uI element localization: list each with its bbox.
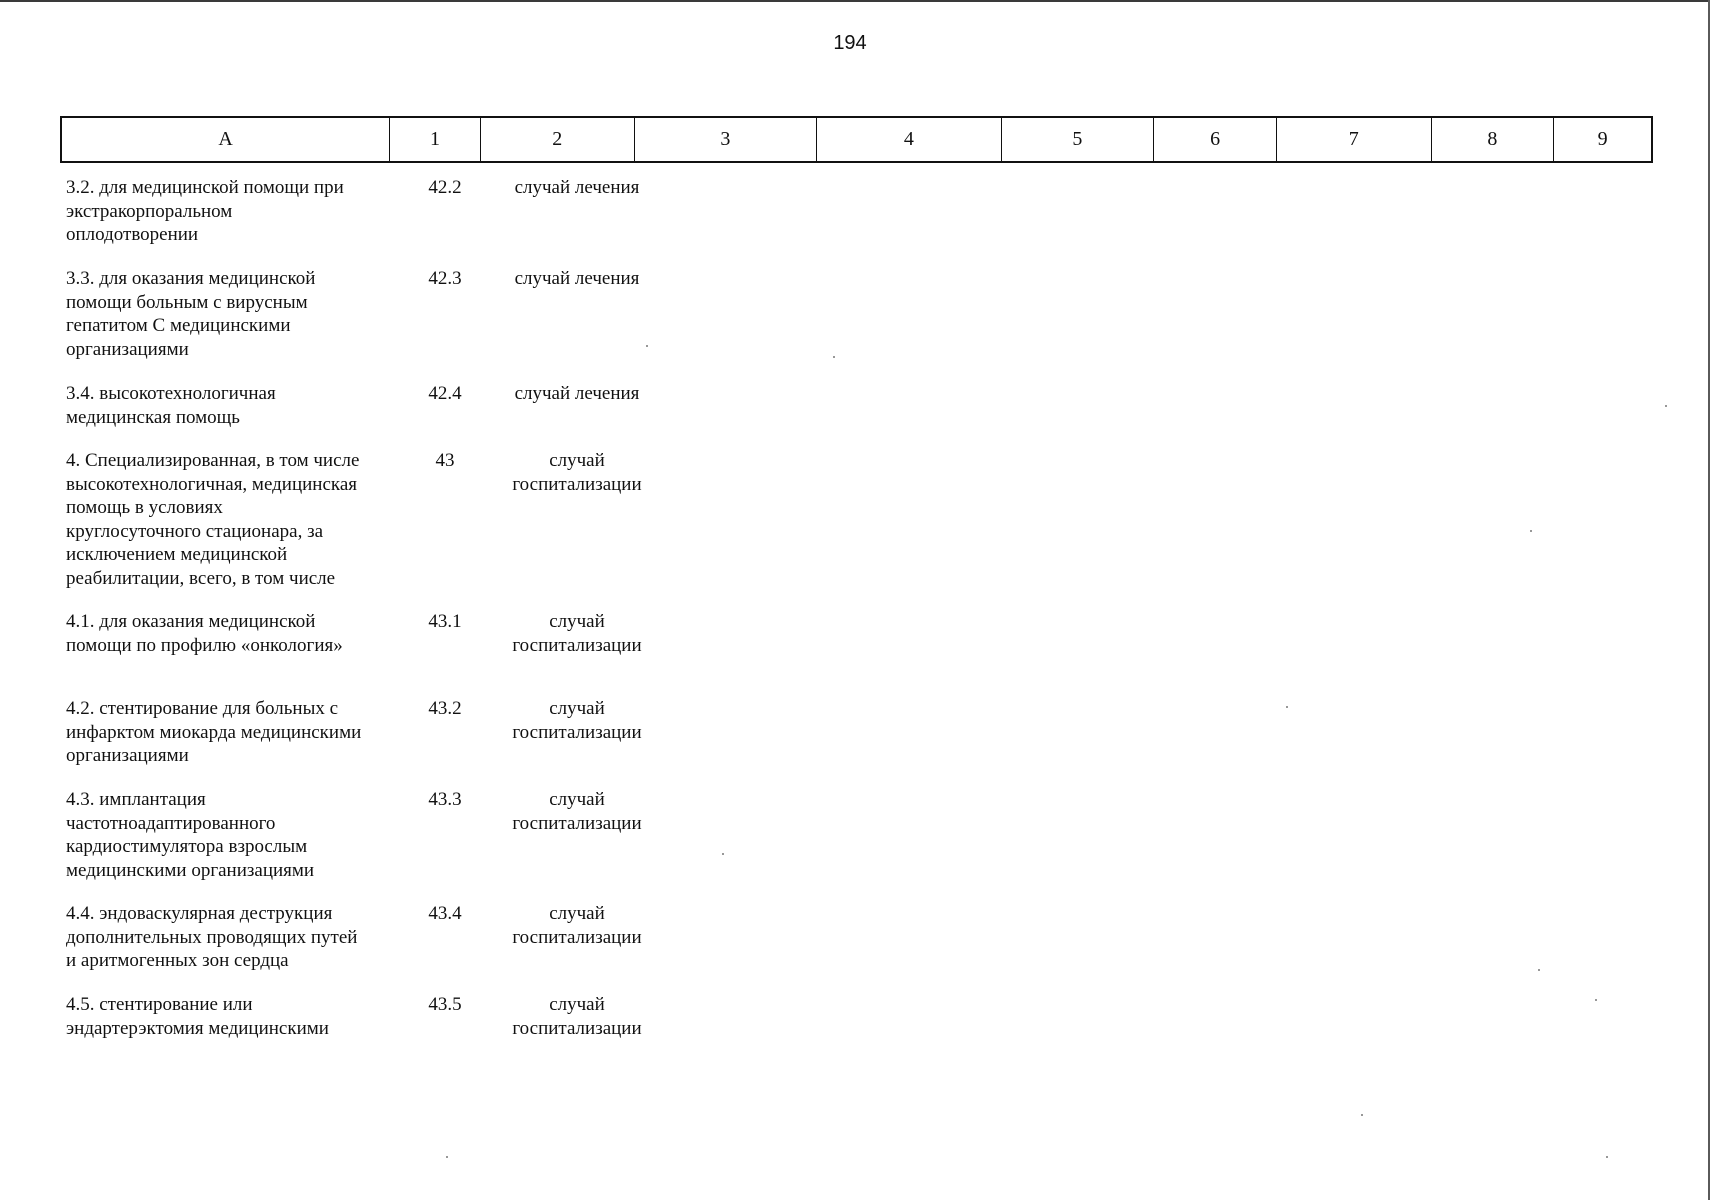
row-description: 4.2. стентирование для больных с инфарктом миокарда медицинскими организациями [66, 698, 362, 766]
row-description: 4.3. имплантация частотноадаптированного кардиостимулятора взрослым медицинскими организациями [66, 789, 315, 881]
row-code: 43.1 [428, 611, 462, 632]
row-description: 4.5. стентирование или эндартерэктомия медицинскими [66, 994, 329, 1039]
header-cell-5: 5 [1002, 118, 1155, 161]
row-unit: случай госпитализации [512, 903, 642, 948]
row-description: 3.2. для медицинской помощи при экстракорпоральном оплодотворении [66, 177, 344, 245]
header-cell-1: 1 [390, 118, 481, 161]
row-description: 3.3. для оказания медицинской помощи больным с вирусным гепатитом С медицинскими организациями [66, 268, 316, 360]
scan-speck [833, 356, 835, 358]
row-unit: случай лечения [514, 268, 640, 289]
row-code: 42.4 [428, 383, 462, 404]
scan-edge-top [0, 0, 1710, 2]
row-unit: случай госпитализации [512, 789, 642, 834]
scan-speck [722, 853, 724, 855]
page-number: 194 [833, 32, 867, 54]
row-unit: случай госпитализации [512, 450, 642, 495]
scan-speck [446, 1156, 448, 1158]
header-cell-9: 9 [1597, 128, 1608, 150]
row-description: 3.4. высокотехнологичная медицинская помощь [66, 383, 276, 428]
row-unit: случай лечения [514, 383, 640, 404]
scan-speck [1538, 969, 1540, 971]
row-unit: случай лечения [514, 177, 640, 198]
scan-speck [1361, 1114, 1363, 1116]
row-code: 42.2 [428, 177, 462, 198]
header-cell-3: 3 [635, 118, 818, 161]
table-header-row [60, 116, 1653, 163]
header-cell-6: 6 [1154, 118, 1277, 161]
row-code: 43.4 [428, 903, 462, 924]
scan-speck [1595, 999, 1597, 1001]
scan-speck [1530, 530, 1532, 532]
row-description: 4.1. для оказания медицинской помощи по профилю «онкология» [66, 611, 343, 656]
scan-speck [1665, 405, 1667, 407]
row-unit: случай госпитализации [512, 994, 642, 1039]
row-unit: случай госпитализации [512, 698, 642, 743]
scan-speck [646, 345, 648, 347]
scan-speck [1286, 706, 1288, 708]
row-code: 43.3 [428, 789, 462, 810]
row-unit: случай госпитализации [512, 611, 642, 656]
row-code: 43 [435, 450, 455, 471]
row-code: 42.3 [428, 268, 462, 289]
header-cell-7: 7 [1277, 118, 1432, 161]
header-cell-a: А [62, 118, 390, 161]
scan-speck [1606, 1156, 1608, 1158]
row-code: 43.5 [428, 994, 462, 1015]
header-cell-8: 8 [1432, 118, 1555, 161]
row-code: 43.2 [428, 698, 462, 719]
header-cell-2: 2 [481, 118, 635, 161]
row-description: 4. Специализированная, в том числе высокотехнологичная, медицинская помощь в условиях круглосуточного стационара, за исключением медицинской реабилитации, всего, в том числе [66, 450, 360, 589]
header-cell-4: 4 [817, 118, 1002, 161]
row-description: 4.4. эндоваскулярная деструкция дополнительных проводящих путей и аритмогенных зон сердца [66, 903, 358, 971]
